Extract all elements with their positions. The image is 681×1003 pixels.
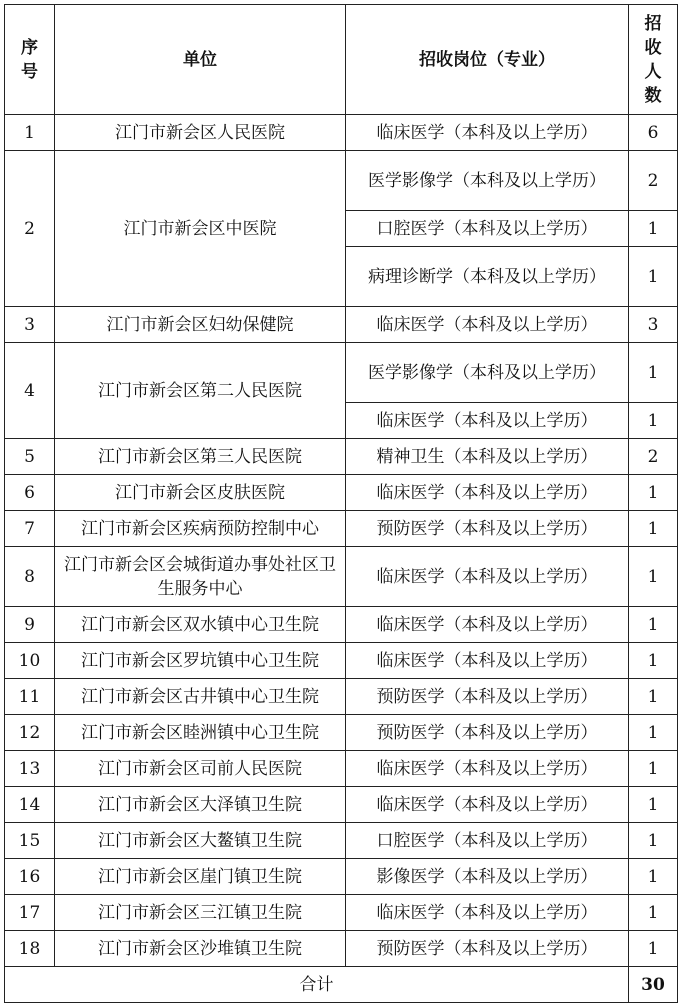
table-row bbox=[5, 679, 678, 715]
seq-cell: 9 bbox=[5, 607, 55, 643]
table-row bbox=[5, 751, 678, 787]
recruitment-table bbox=[4, 4, 678, 1003]
unit-cell: 江门市新会区沙堆镇卫生院 bbox=[55, 931, 346, 967]
table-row bbox=[5, 931, 678, 967]
table-row bbox=[5, 547, 678, 607]
unit-cell: 江门市新会区崖门镇卫生院 bbox=[55, 859, 346, 895]
table-row bbox=[5, 643, 678, 679]
seq-cell: 8 bbox=[5, 547, 55, 607]
unit-cell: 江门市新会区司前人民医院 bbox=[55, 751, 346, 787]
count-cell: 6 bbox=[629, 115, 678, 151]
unit-cell: 江门市新会区第二人民医院 bbox=[55, 343, 346, 439]
count-cell: 1 bbox=[629, 547, 678, 607]
seq-cell: 13 bbox=[5, 751, 55, 787]
unit-cell: 江门市新会区双水镇中心卫生院 bbox=[55, 607, 346, 643]
unit-cell: 江门市新会区人民医院 bbox=[55, 115, 346, 151]
count-cell: 1 bbox=[629, 787, 678, 823]
seq-cell: 12 bbox=[5, 715, 55, 751]
seq-cell: 10 bbox=[5, 643, 55, 679]
unit-cell: 江门市新会区大鳌镇卫生院 bbox=[55, 823, 346, 859]
post-cell: 临床医学（本科及以上学历） bbox=[346, 643, 629, 679]
unit-cell: 江门市新会区第三人民医院 bbox=[55, 439, 346, 475]
post-cell: 临床医学（本科及以上学历） bbox=[346, 607, 629, 643]
table-row bbox=[5, 511, 678, 547]
post-cell: 临床医学（本科及以上学历） bbox=[346, 115, 629, 151]
seq-cell: 17 bbox=[5, 895, 55, 931]
total-label: 合计 bbox=[5, 967, 629, 1003]
table-row bbox=[5, 715, 678, 751]
seq-cell: 3 bbox=[5, 307, 55, 343]
table-row bbox=[5, 895, 678, 931]
count-cell: 1 bbox=[629, 607, 678, 643]
seq-cell: 18 bbox=[5, 931, 55, 967]
seq-cell: 1 bbox=[5, 115, 55, 151]
unit-cell: 江门市新会区罗坑镇中心卫生院 bbox=[55, 643, 346, 679]
post-cell: 口腔医学（本科及以上学历） bbox=[346, 823, 629, 859]
seq-cell: 14 bbox=[5, 787, 55, 823]
post-cell: 临床医学（本科及以上学历） bbox=[346, 751, 629, 787]
unit-cell: 江门市新会区妇幼保健院 bbox=[55, 307, 346, 343]
total-value: 30 bbox=[629, 967, 678, 1003]
count-cell: 1 bbox=[629, 859, 678, 895]
seq-cell: 16 bbox=[5, 859, 55, 895]
seq-cell: 6 bbox=[5, 475, 55, 511]
post-cell: 预防医学（本科及以上学历） bbox=[346, 715, 629, 751]
post-cell: 临床医学（本科及以上学历） bbox=[346, 895, 629, 931]
count-cell: 1 bbox=[629, 751, 678, 787]
unit-cell: 江门市新会区中医院 bbox=[55, 151, 346, 307]
count-cell: 1 bbox=[629, 211, 678, 247]
post-cell: 预防医学（本科及以上学历） bbox=[346, 931, 629, 967]
count-cell: 1 bbox=[629, 895, 678, 931]
post-cell: 医学影像学（本科及以上学历） bbox=[346, 343, 629, 403]
count-cell: 1 bbox=[629, 679, 678, 715]
count-cell: 1 bbox=[629, 511, 678, 547]
count-cell: 2 bbox=[629, 439, 678, 475]
count-cell: 1 bbox=[629, 931, 678, 967]
unit-cell: 江门市新会区睦洲镇中心卫生院 bbox=[55, 715, 346, 751]
unit-cell: 江门市新会区三江镇卫生院 bbox=[55, 895, 346, 931]
count-cell: 1 bbox=[629, 475, 678, 511]
count-cell: 1 bbox=[629, 343, 678, 403]
unit-cell: 江门市新会区会城街道办事处社区卫生服务中心 bbox=[55, 547, 346, 607]
unit-cell: 江门市新会区大泽镇卫生院 bbox=[55, 787, 346, 823]
header-post: 招收岗位（专业） bbox=[346, 5, 629, 115]
post-cell: 临床医学（本科及以上学历） bbox=[346, 475, 629, 511]
unit-cell: 江门市新会区疾病预防控制中心 bbox=[55, 511, 346, 547]
table-row bbox=[5, 343, 678, 403]
table-row bbox=[5, 439, 678, 475]
table-row bbox=[5, 115, 678, 151]
count-cell: 3 bbox=[629, 307, 678, 343]
count-cell: 1 bbox=[629, 715, 678, 751]
post-cell: 精神卫生（本科及以上学历） bbox=[346, 439, 629, 475]
table-row bbox=[5, 823, 678, 859]
seq-cell: 11 bbox=[5, 679, 55, 715]
count-cell: 1 bbox=[629, 643, 678, 679]
total-row bbox=[5, 967, 678, 1003]
count-cell: 1 bbox=[629, 823, 678, 859]
post-cell: 口腔医学（本科及以上学历） bbox=[346, 211, 629, 247]
post-cell: 医学影像学（本科及以上学历） bbox=[346, 151, 629, 211]
table-row bbox=[5, 307, 678, 343]
post-cell: 临床医学（本科及以上学历） bbox=[346, 547, 629, 607]
post-cell: 临床医学（本科及以上学历） bbox=[346, 403, 629, 439]
header-row bbox=[5, 5, 678, 115]
unit-cell: 江门市新会区古井镇中心卫生院 bbox=[55, 679, 346, 715]
post-cell: 影像医学（本科及以上学历） bbox=[346, 859, 629, 895]
post-cell: 临床医学（本科及以上学历） bbox=[346, 307, 629, 343]
count-cell: 2 bbox=[629, 151, 678, 211]
table-row bbox=[5, 475, 678, 511]
seq-cell: 15 bbox=[5, 823, 55, 859]
post-cell: 病理诊断学（本科及以上学历） bbox=[346, 247, 629, 307]
seq-cell: 5 bbox=[5, 439, 55, 475]
unit-cell: 江门市新会区皮肤医院 bbox=[55, 475, 346, 511]
seq-cell: 4 bbox=[5, 343, 55, 439]
seq-cell: 2 bbox=[5, 151, 55, 307]
header-unit: 单位 bbox=[55, 5, 346, 115]
table-row bbox=[5, 787, 678, 823]
post-cell: 预防医学（本科及以上学历） bbox=[346, 679, 629, 715]
table-row bbox=[5, 151, 678, 211]
count-cell: 1 bbox=[629, 403, 678, 439]
seq-cell: 7 bbox=[5, 511, 55, 547]
table-row bbox=[5, 859, 678, 895]
post-cell: 临床医学（本科及以上学历） bbox=[346, 787, 629, 823]
table-row bbox=[5, 607, 678, 643]
header-seq: 序号 bbox=[5, 5, 55, 115]
post-cell: 预防医学（本科及以上学历） bbox=[346, 511, 629, 547]
header-count: 招收人数 bbox=[629, 5, 678, 115]
count-cell: 1 bbox=[629, 247, 678, 307]
